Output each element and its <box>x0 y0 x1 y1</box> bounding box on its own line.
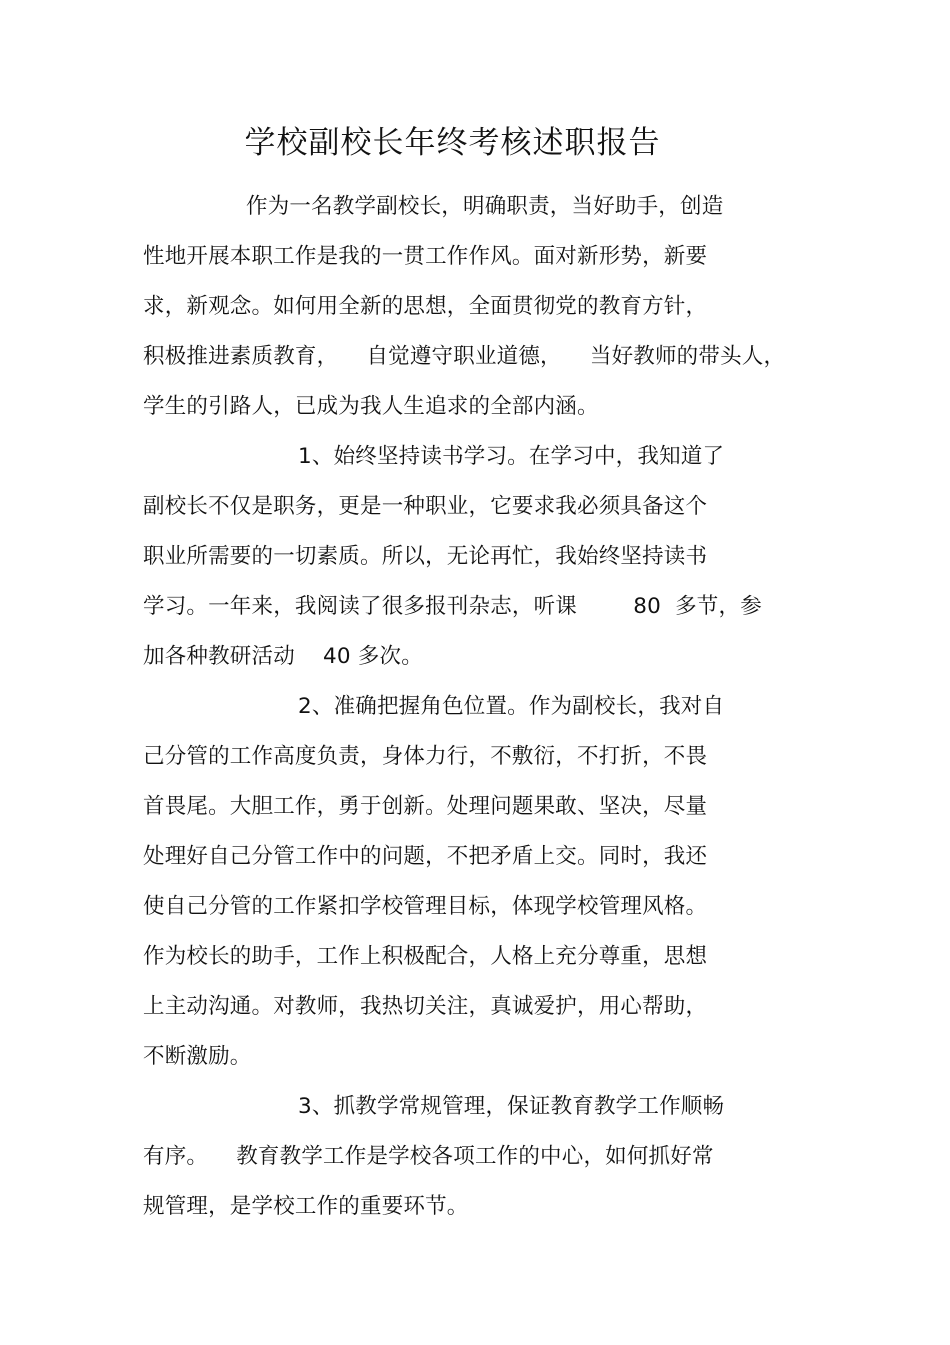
paragraph-2-line-4: 学习。一年来，我阅读了很多报刊杂志，听课 80 多节，参 <box>143 594 762 619</box>
paragraph-4-line-1: 3、抓教学常规管理，保证教育教学工作顺畅 <box>298 1094 725 1119</box>
paragraph-2-line-5: 加各种教研活动 40 多次。 <box>143 644 423 669</box>
paragraph-1-line-1: 作为一名教学副校长，明确职责，当好助手，创造 <box>246 194 724 219</box>
document-title: 学校副校长年终考核述职报告 <box>244 125 661 161</box>
paragraph-3-line-8: 不断激励。 <box>143 1044 252 1069</box>
paragraph-4-line-2: 有序。 教育教学工作是学校各项工作的中心，如何抓好常 <box>143 1144 714 1169</box>
paragraph-3-line-1: 2、准确把握角色位置。作为副校长，我对自 <box>298 694 725 719</box>
paragraph-3-line-4: 处理好自己分管工作中的问题，不把矛盾上交。同时，我还 <box>143 844 708 869</box>
paragraph-3-line-6: 作为校长的助手，工作上积极配合，人格上充分尊重，思想 <box>143 944 708 969</box>
paragraph-3-line-5: 使自己分管的工作紧扣学校管理目标，体现学校管理风格。 <box>143 894 708 919</box>
paragraph-1-line-5: 学生的引路人，已成为我人生追求的全部内涵。 <box>143 394 599 419</box>
paragraph-1-line-2: 性地开展本职工作是我的一贯工作作风。面对新形势，新要 <box>143 244 708 269</box>
paragraph-3-line-7: 上主动沟通。对教师，我热切关注，真诚爱护，用心帮助， <box>143 994 708 1019</box>
paragraph-2-line-1: 1、始终坚持读书学习。在学习中，我知道了 <box>298 444 725 469</box>
paragraph-1-line-3: 求，新观念。如何用全新的思想，全面贯彻党的教育方针， <box>143 294 708 319</box>
paragraph-2-line-2: 副校长不仅是职务，更是一种职业，它要求我必须具备这个 <box>143 494 708 519</box>
paragraph-1-line-4: 积极推进素质教育， 自觉遵守职业道德， 当好教师的带头人， <box>143 344 786 369</box>
paragraph-4-line-3: 规管理，是学校工作的重要环节。 <box>143 1194 469 1219</box>
paragraph-3-line-2: 己分管的工作高度负责，身体力行，不敷衍，不打折，不畏 <box>143 744 708 769</box>
paragraph-3-line-3: 首畏尾。大胆工作，勇于创新。处理问题果敢、坚决，尽量 <box>143 794 708 819</box>
paragraph-2-line-3: 职业所需要的一切素质。所以，无论再忙，我始终坚持读书 <box>143 544 708 569</box>
